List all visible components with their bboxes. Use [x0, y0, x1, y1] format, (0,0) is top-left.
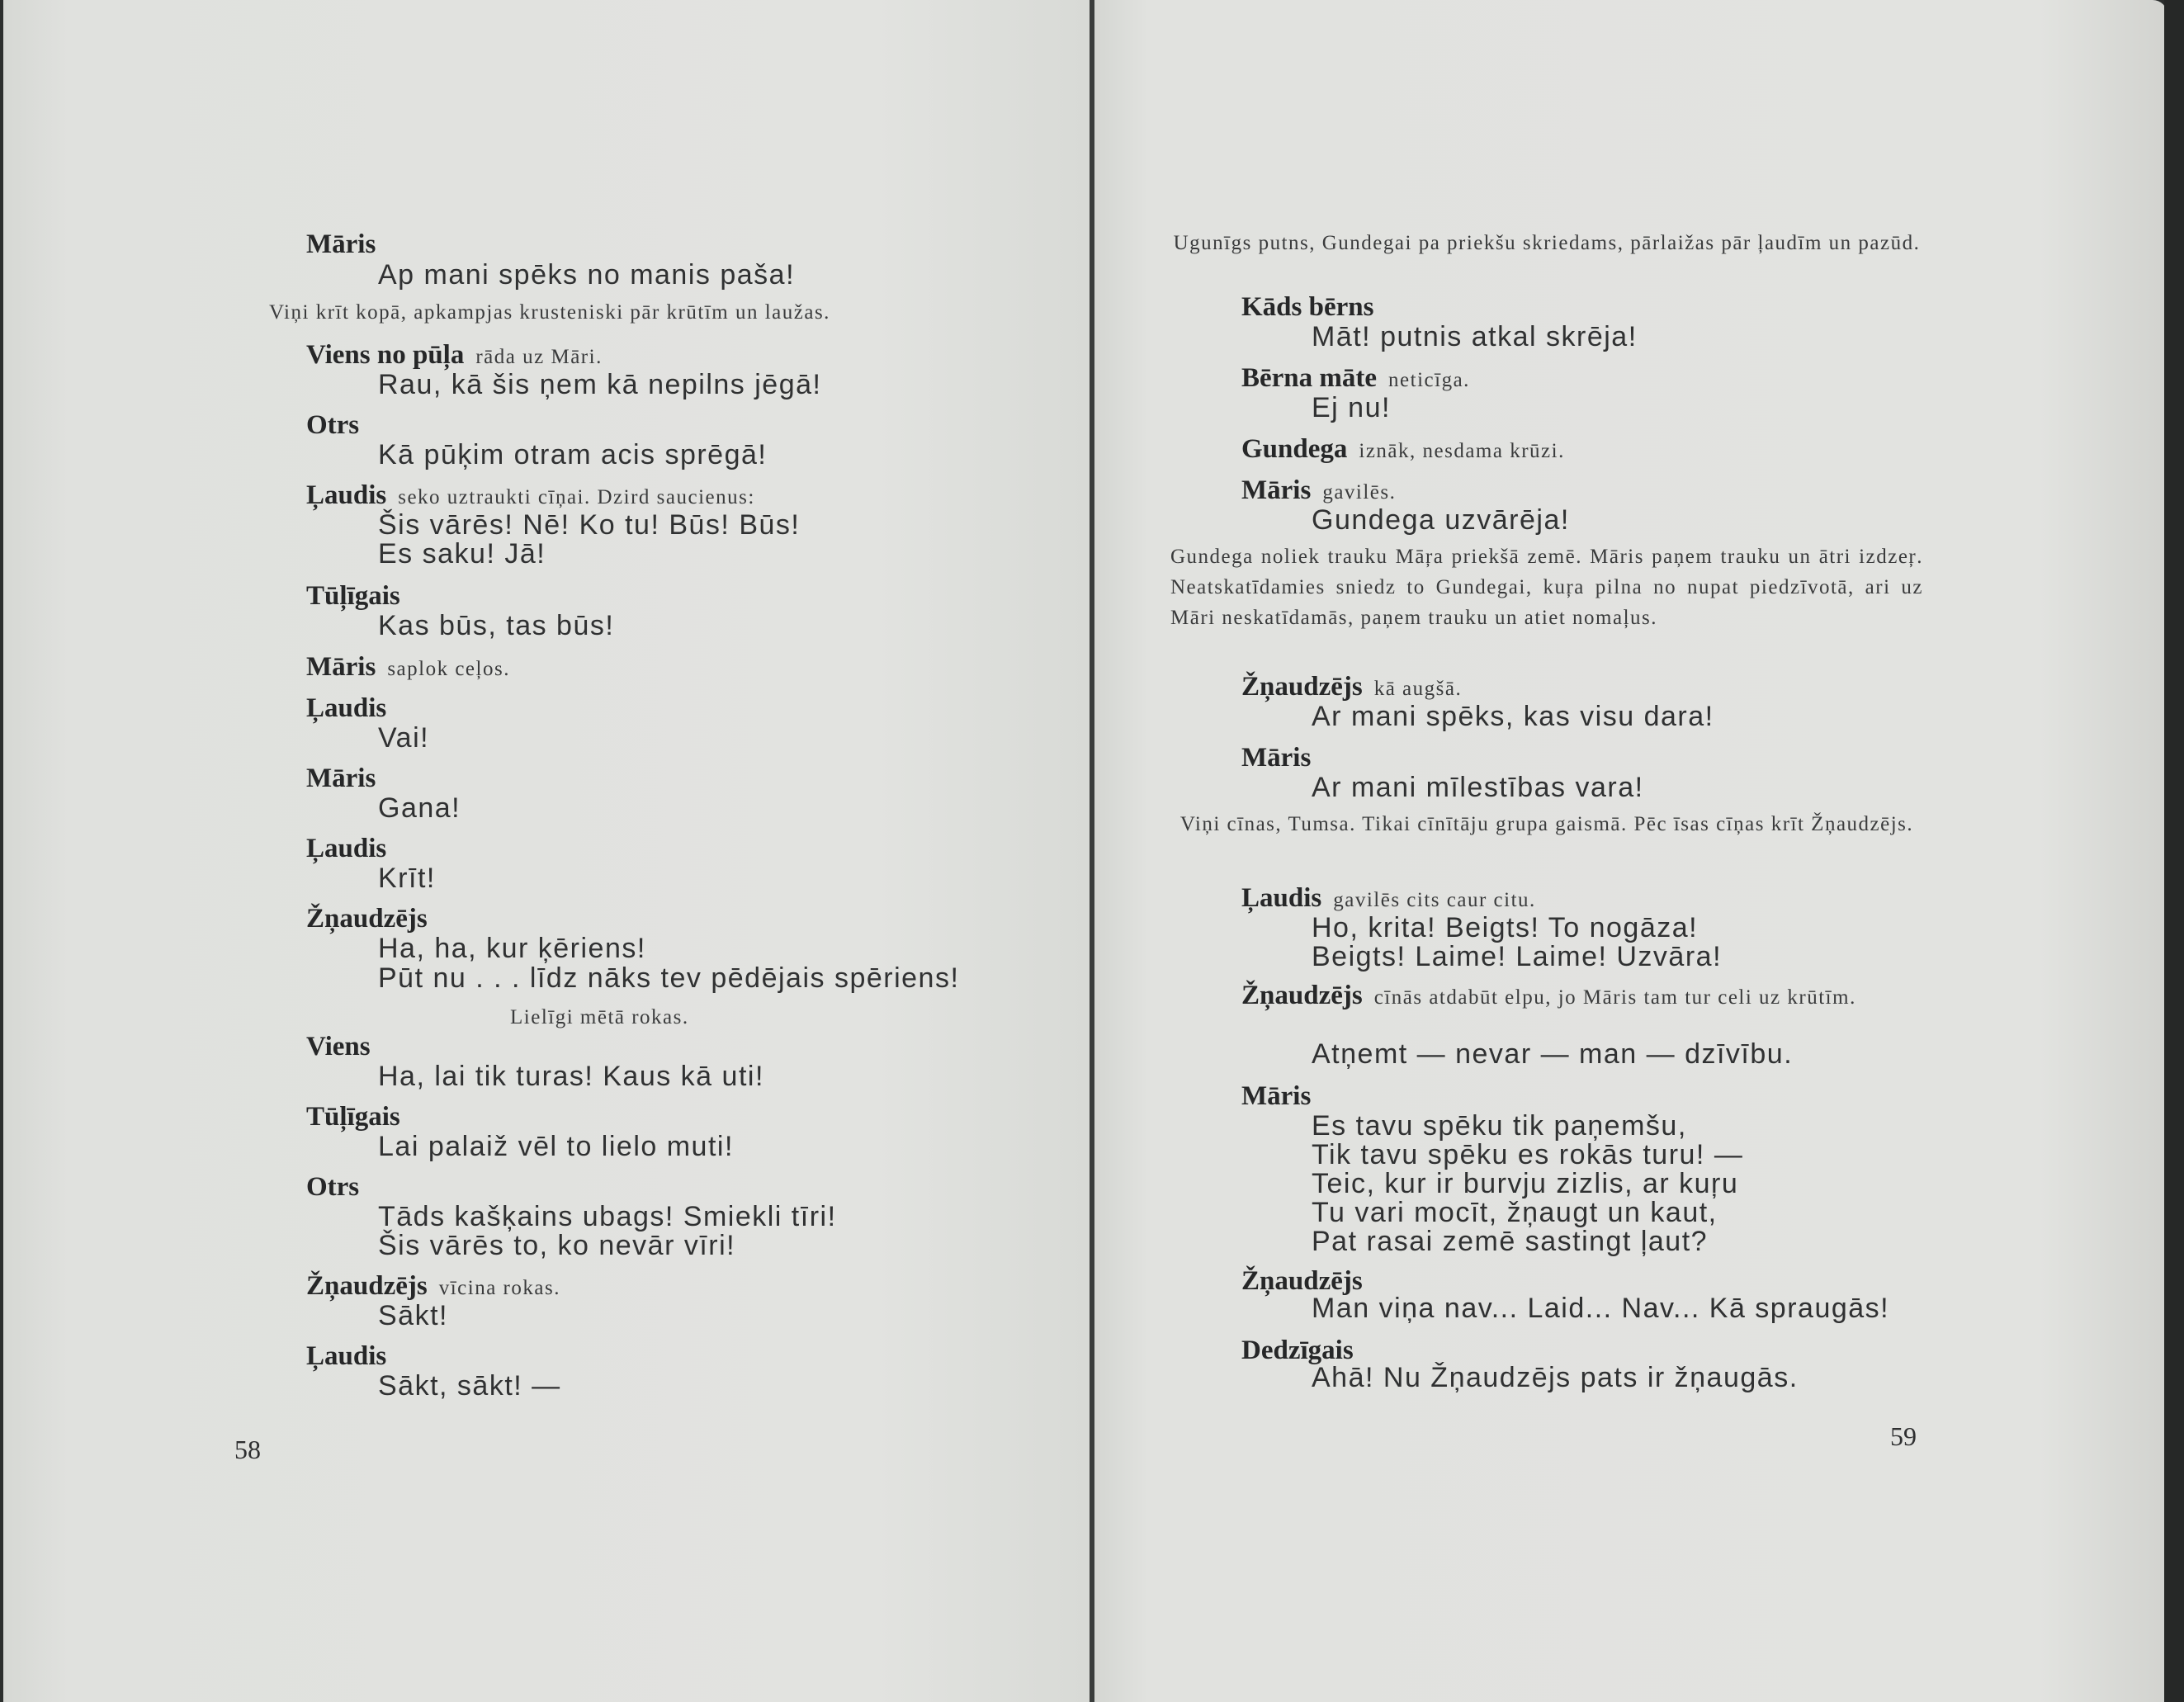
verse-line: Vai!	[378, 722, 430, 754]
verse-line: Tik tavu spēku es rokās turu! —	[1312, 1139, 1744, 1170]
speaker-name: Viens	[306, 1032, 371, 1061]
speaker-name: Māris	[1241, 1081, 1312, 1111]
verse-line: Sākt, sākt! —	[378, 1370, 561, 1402]
speaker-direction: cīnās atdabūt elpu, jo Māris tam tur celi uz krūtīm.	[1373, 986, 1856, 1009]
verse-line: Pūt nu . . . līdz nāks tev pēdējais spēriens!	[378, 962, 960, 994]
verse-line: Ha, lai tik turas! Kaus kā uti!	[378, 1061, 764, 1092]
verse-line: Teic, kur ir burvju zizlis, ar kuŗu	[1312, 1168, 1739, 1199]
verse-line: Ej nu!	[1312, 392, 1391, 423]
speaker-name: Ļaudis	[306, 1341, 387, 1371]
stage-direction: Viņi cīnas, Tumsa. Tikai cīnītāju grupa gaismā. Pēc īsas cīņas krīt Žņaudzējs.	[1179, 813, 1914, 835]
verse-line: Es saku! Jā!	[378, 538, 546, 570]
verse-line: Tāds kašķains ubags! Smiekli tīri!	[378, 1201, 837, 1232]
verse-line: Šis vārēs to, ko nevār vīri!	[378, 1230, 736, 1261]
right-page	[1094, 0, 2167, 1702]
stage-direction: Viņi krīt kopā, apkampjas krusteniski pār krūtīm un laužas.	[269, 301, 830, 324]
book-edge	[2164, 0, 2184, 1702]
page-number: 59	[1890, 1421, 1917, 1451]
speaker-name: Dedzīgais	[1241, 1336, 1354, 1365]
verse-line: Rau, kā šis ņem kā nepilns jēgā!	[378, 369, 822, 400]
verse-line: Lai palaiž vēl to lielo muti!	[378, 1131, 734, 1162]
verse-line: Ho, krita! Beigts! To nogāza!	[1312, 912, 1699, 943]
verse-line: Šis vārēs! Nē! Ko tu! Būs! Būs!	[378, 509, 801, 541]
verse-line: Kā pūķim otram acis sprēgā!	[378, 439, 768, 470]
verse-line: Atņemt — nevar — man — dzīvību.	[1312, 1038, 1794, 1070]
speaker-direction: seko uztraukti cīņai. Dzird saucienus:	[398, 486, 755, 508]
verse-line: Ar mani spēks, kas visu dara!	[1312, 701, 1714, 732]
speaker-name: Māris	[306, 764, 376, 793]
speaker-name: Žņaudzējs vīcina rokas.	[306, 1271, 560, 1301]
speaker-name: Viens no pūļa rāda uz Māri.	[306, 340, 603, 370]
verse-line: Gana!	[378, 792, 461, 824]
verse-line: Tu vari mocīt, žņaugt un kaut,	[1312, 1197, 1718, 1228]
verse-line: Sākt!	[378, 1300, 448, 1331]
speaker-direction: rāda uz Māri.	[475, 346, 603, 368]
speaker-direction: saplok ceļos.	[387, 658, 510, 680]
verse-line: Kas būs, tas būs!	[378, 610, 615, 641]
speaker-name: Otrs	[306, 1172, 360, 1202]
speaker-name: Ļaudis seko uztraukti cīņai. Dzird saucienus:	[306, 480, 755, 510]
verse-line: Ar mani mīlestības vara!	[1312, 772, 1644, 803]
stage-direction: Lielīgi mētā rokas.	[510, 1006, 689, 1028]
speaker-name: Gundega iznāk, nesdama krūzi.	[1241, 434, 1565, 464]
verse-line: Es tavu spēku tik paņemšu,	[1312, 1110, 1687, 1142]
speaker-name: Māris	[306, 229, 376, 259]
speaker-name: Māris gavilēs.	[1241, 475, 1397, 505]
speaker-name: Tūļīgais	[306, 581, 400, 611]
speaker-name: Bērna māte neticīga.	[1241, 363, 1470, 393]
speaker-name: Tūļīgais	[306, 1102, 400, 1132]
speaker-name: Māris saplok ceļos.	[306, 652, 510, 682]
verse-line: Man viņa nav... Laid... Nav... Kā spraugās!	[1312, 1293, 1890, 1324]
speaker-name: Žņaudzējs	[306, 904, 428, 934]
verse-line: Māt! putnis atkal skrēja!	[1312, 321, 1638, 352]
speaker-name: Otrs	[306, 410, 360, 440]
left-page	[3, 0, 1091, 1702]
speaker-direction: kā augšā.	[1373, 678, 1463, 700]
speaker-direction: gavilēs.	[1322, 481, 1397, 504]
verse-line: Ap mani spēks no manis paša!	[378, 259, 796, 291]
speaker-name: Žņaudzējs cīnās atdabūt elpu, jo Māris tam tur celi uz krūtīm.	[1241, 981, 1856, 1010]
stage-direction: Gundega noliek trauku Māŗa priekšā zemē. Māris paņem trauku un ātri izdzeŗ. Neatskatīdamies sniedz to Gundegai, kuŗa pilna no nupat piedzīvotā, ari uz Māri neskatīdamās, paņem trauku un atiet nomaļus.	[1170, 546, 1923, 629]
verse-line: Gundega uzvārēja!	[1312, 504, 1570, 536]
speaker-name: Ļaudis	[306, 834, 387, 863]
verse-line: Beigts! Laime! Laime! Uzvāra!	[1312, 941, 1723, 972]
verse-line: Ha, ha, kur ķēriens!	[378, 933, 646, 964]
verse-line: Ahā! Nu Žņaudzējs pats ir žņaugās.	[1312, 1362, 1799, 1393]
speaker-direction: neticīga.	[1388, 369, 1470, 391]
speaker-name: Žņaudzējs kā augšā.	[1241, 672, 1463, 702]
stage-direction: Ugunīgs putns, Gundegai pa priekšu skriedams, pārlaižas pār ļaudīm un pazūd.	[1173, 232, 1921, 254]
speaker-name: Žņaudzējs	[1241, 1266, 1363, 1296]
speaker-direction: iznāk, nesdama krūzi.	[1359, 440, 1565, 462]
speaker-direction: gavilēs cits caur citu.	[1333, 889, 1536, 911]
speaker-direction: vīcina rokas.	[438, 1277, 560, 1299]
verse-line: Krīt!	[378, 863, 436, 894]
speaker-name: Māris	[1241, 743, 1312, 773]
verse-line: Pat rasai zemē sastingt ļaut?	[1312, 1226, 1709, 1257]
speaker-name: Ļaudis gavilēs cits caur citu.	[1241, 883, 1536, 913]
page-number: 58	[234, 1435, 261, 1464]
speaker-name: Kāds bērns	[1241, 292, 1374, 322]
speaker-name: Ļaudis	[306, 693, 387, 723]
